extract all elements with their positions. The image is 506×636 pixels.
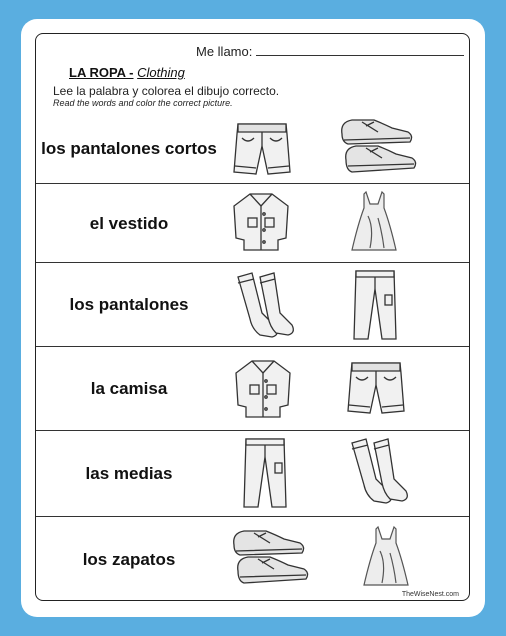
socks-icon[interactable] <box>232 269 302 343</box>
row-word: los pantalones <box>69 295 189 314</box>
dress-icon[interactable] <box>344 188 404 256</box>
worksheet-title <box>69 65 185 80</box>
title-main: LA ROPA - <box>69 65 134 80</box>
row-word: los zapatos <box>82 550 176 569</box>
pants-icon[interactable] <box>240 435 290 511</box>
row-camisa <box>36 346 469 430</box>
row-pantalones <box>36 262 469 346</box>
shorts-icon[interactable] <box>232 118 292 180</box>
name-blank-line <box>256 44 464 56</box>
socks-icon[interactable] <box>346 435 416 509</box>
pants-icon[interactable] <box>350 267 400 343</box>
shoes-icon[interactable] <box>230 525 310 593</box>
row-pantalones-cortos <box>36 114 469 184</box>
dress-icon[interactable] <box>356 523 416 591</box>
row-medias <box>36 430 469 516</box>
row-word: los pantalones cortos <box>41 139 217 158</box>
worksheet-frame <box>35 33 470 601</box>
jacket-icon[interactable] <box>230 190 292 254</box>
worksheet-paper <box>21 19 485 617</box>
row-word: la camisa <box>90 379 168 398</box>
name-field <box>196 44 464 59</box>
row-vestido <box>36 183 469 262</box>
instruction-spanish: Lee la palabra y colorea el dibujo correcto. <box>53 84 280 98</box>
row-word: las medias <box>85 464 173 483</box>
row-word: el vestido <box>89 213 169 233</box>
title-subtitle: Clothing <box>137 65 185 80</box>
shorts-icon[interactable] <box>346 357 406 419</box>
row-zapatos <box>36 516 469 601</box>
jacket-icon[interactable] <box>232 357 294 421</box>
name-label: Me llamo: <box>196 44 253 59</box>
footer-credit: TheWiseNest.com <box>401 591 459 598</box>
instruction-english: Read the words and color the correct picture. <box>53 98 233 108</box>
shoes-icon[interactable] <box>338 114 418 182</box>
